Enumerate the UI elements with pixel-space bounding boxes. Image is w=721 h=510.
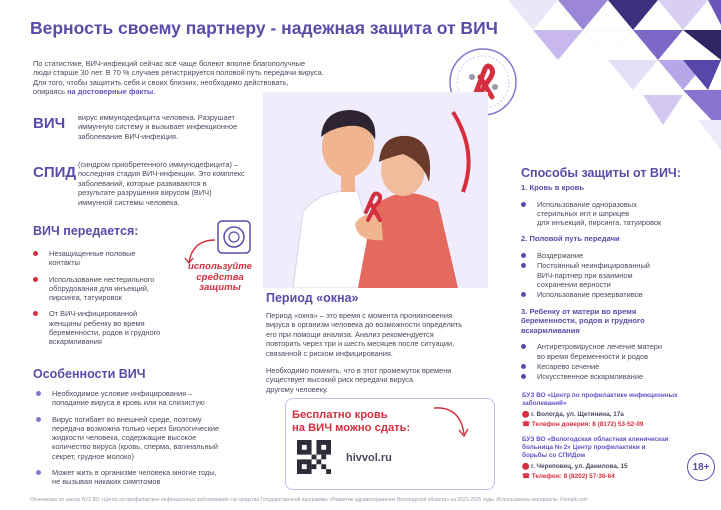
list-item: Постоянный неинфицированный ВИЧ-партнер при взаимном сохранении верности [521,261,706,289]
test-arrow-icon [430,400,470,440]
list-item: Необходимое условие инфицирования – попадание вируса в кровь или на слизистую [36,389,261,408]
protection-heading: Способы защиты от ВИЧ: [521,166,681,180]
protection-group-title: 1. Кровь в кровь [521,183,584,192]
list-item: Использование нестерильного оборудования для инъекций, пирсинга, татуировок [33,275,183,303]
features-list [36,389,261,494]
use-protection-text: используйте средства защиты [187,261,253,294]
footer-note: Отпечатано по заказу БУЗ ВО «Центр по профилактике инфекционных заболеваний» на средства Государственной программы «Развитие здравоохранения Вологодской области» на 2021-2025 годы. Использованы материалы: Freepik.com [30,497,588,503]
window-period-text: Период «окна» – это время с момента проникновения вируса в организм человека до возможности определить его при помощи анализа. Анализ рекомендуется повторить через три и шесть месяцев после ситуации, связанной с риском инфицирования. Необходимо помнить, что в этот промежуток времени существует высокий риск передачи вируса другому человеку. [266,311,463,394]
org-name: БУЗ ВО «Вологодская областная клиническая больница № 2» Центр профилактики и борьбы со СПИДом [522,436,669,459]
phone: ☎ Телефон: 8 (8202) 57-36-64 [522,473,615,480]
phone: ☎ Телефон доверия: 8 (8172) 53-52-09 [522,421,644,428]
list-item: Может жить в организме человека многие годы, не вызывая никаких симптомов [36,468,261,487]
intro-line: опираясь на достоверные факты. [33,87,156,97]
free-test-heading: Бесплатно кровь на ВИЧ можно сдать: [292,409,411,434]
phone-icon: ☎ [522,421,530,428]
condom-icon [215,218,253,256]
intro-paragraph [33,59,393,97]
age-rating-badge: 18+ [687,453,715,481]
location-pin-icon: ⬤ [522,463,530,470]
window-period-heading: Период «окна» [266,291,359,305]
site-link[interactable]: hivvol.ru [346,452,392,464]
protection-list [521,183,706,389]
spid-definition: (синдром приобретенного иммунодефицита) – последняя стадия ВИЧ-инфекции. Это комплекс заболеваний, которые развиваются в результате разрушения вирусом (ВИЧ) иммунной системы человека. [78,160,245,207]
intro-line: По статистике, ВИЧ-инфекций сейчас всё чаще болеют вполне благополучные [33,59,306,68]
protection-group-title: 3. Ребенку от матери во время беременности, родов и грудного вскармливания [521,306,645,335]
vich-term: ВИЧ [33,115,66,132]
qr-code[interactable] [297,440,331,474]
list-item: Незащищенные половые контакты [33,249,183,268]
contact-block [522,436,697,481]
couple-illustration [263,92,488,288]
org-name: БУЗ ВО «Центр по профилактике инфекционных заболеваний» [522,392,678,407]
intro-line: люди старше 30 лет. В 70 % случаев регистрируется половой путь передачи вируса. [33,68,324,78]
protection-group-items [521,251,706,299]
address: ⬤ г. Вологда, ул. Щетинина, 17а [522,411,624,418]
facts-highlight: на достоверные факты [67,87,154,97]
transmission-heading: ВИЧ передается: [33,224,139,238]
list-item: Использование одноразовых стерильных игл и шприцев для инъекций, пирсинга, татуировок [521,200,706,228]
location-pin-icon: ⬤ [522,411,530,418]
protection-group-items [521,200,706,228]
contact-block [522,392,697,429]
list-item: От ВИЧ-инфицированной женщины ребенку во время беременности, родов и грудного вскармливания [33,309,183,346]
spid-term: СПИД [33,164,77,181]
list-item: Вирус погибает во внешней среде, поэтому передача возможна только через биологические жидкости человека, содержащие высокое количество вируса (кровь, сперма, вагинальный секрет, грудное молоко) [36,415,261,461]
geometric-pattern-decoration [498,0,721,150]
transmission-list [33,249,183,354]
list-item: Использование презервативов [521,290,706,299]
list-item: Кесарево сечение [521,362,706,371]
list-item: Воздержание [521,251,706,260]
protection-group-items [521,342,706,381]
intro-line: Для того, чтобы защитить себя и своих близких, необходимо действовать, [33,77,289,87]
page-title: Верность своему партнеру - надежная защита от ВИЧ [30,18,498,38]
protection-group-title: 2. Половой путь передачи [521,234,620,244]
list-item: Антиретровирусное лечение матери во время беременности и родов [521,342,706,361]
phone-icon: ☎ [522,473,530,480]
address: ⬤ г. Череповец, ул. Данилова, 15 [522,463,628,470]
features-heading: Особенности ВИЧ [33,367,146,381]
vich-definition: вирус иммунодефицита человека. Разрушает иммунную систему и вызывает инфекционное заболевание ВИЧ-инфекция. [78,113,238,141]
list-item: Искусственное вскармливание [521,372,706,381]
